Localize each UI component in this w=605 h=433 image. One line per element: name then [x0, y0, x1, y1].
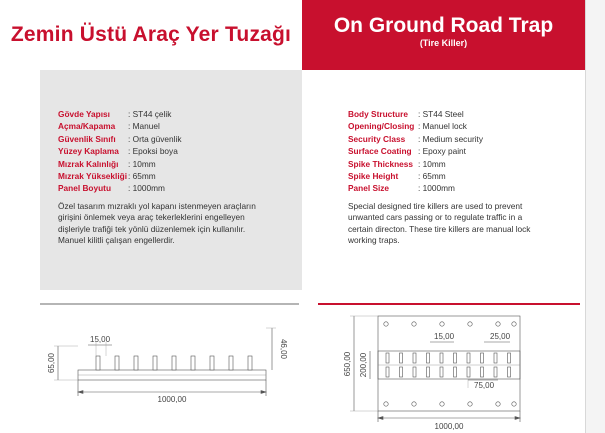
spike-slot — [454, 353, 457, 363]
spike-slot — [440, 367, 443, 377]
spec-value: : Orta güvenlik — [128, 133, 182, 144]
spike — [96, 356, 100, 370]
subtitle-english: (Tire Killer) — [419, 38, 468, 48]
description-line: girişini önlemek veya araç tekerleklerini engelleyen — [58, 212, 245, 223]
spike-slot — [494, 367, 497, 377]
dim-panel-length-top: 1000,00 — [434, 422, 464, 431]
spike — [191, 356, 195, 370]
spike-slot — [400, 353, 403, 363]
spec-value: : Epoxy paint — [418, 146, 466, 157]
spec-label: Açma/Kapama — [58, 121, 116, 132]
spike-slot — [454, 367, 457, 377]
page-edge-strip — [585, 0, 605, 433]
dim-inner-height: 200,00 — [359, 352, 368, 378]
spike — [153, 356, 157, 370]
spec-row — [58, 133, 182, 145]
spike-slot — [467, 367, 470, 377]
dim-offset: 75,00 — [474, 381, 495, 390]
spike — [229, 356, 233, 370]
spec-list-turkish — [58, 108, 182, 195]
spec-row — [348, 158, 483, 170]
spike — [210, 356, 214, 370]
spike — [134, 356, 138, 370]
spec-label: Gövde Yapısı — [58, 109, 110, 119]
spike-slot — [427, 367, 430, 377]
spec-label: Mızrak Yüksekliği — [58, 171, 128, 182]
spec-label: Panel Size — [348, 183, 390, 194]
spec-value: : 65mm — [418, 171, 446, 182]
description-line: unwanted cars passing or to regulate traffic in a — [348, 212, 523, 223]
spike-slot — [400, 367, 403, 377]
spec-row — [348, 120, 483, 132]
spike-slot — [467, 353, 470, 363]
spec-label: Opening/Closing — [348, 121, 415, 132]
spec-label: Spike Height — [348, 171, 399, 182]
spec-label: Security Class — [348, 133, 406, 144]
spike-slot — [508, 353, 511, 363]
spike-slot — [494, 353, 497, 363]
description-line: dişleriyle trafiği tek yönlü düzenlemek için kullanılır. — [58, 223, 246, 234]
spec-row — [58, 145, 182, 157]
spec-row — [348, 170, 483, 182]
title-english-banner — [302, 0, 585, 70]
spec-row — [58, 158, 182, 170]
dim-panel-height: 650,00 — [343, 351, 352, 377]
spike-slot — [481, 367, 484, 377]
spike — [115, 356, 119, 370]
spec-label: Body Structure — [348, 109, 408, 119]
spec-value: : Medium security — [418, 133, 484, 144]
panel-outline — [378, 316, 520, 411]
dim-spike-height: 46,00 — [279, 338, 288, 360]
spec-value: : ST44 Steel — [418, 109, 464, 119]
spec-label: Güvenlik Sınıfı — [58, 133, 116, 144]
spec-row — [348, 145, 483, 157]
spec-row — [58, 120, 182, 132]
spec-row — [58, 170, 182, 182]
spike — [248, 356, 252, 370]
spike-slot — [413, 367, 416, 377]
description-turkish — [58, 201, 298, 247]
dim-right-spacing: 25,00 — [490, 332, 511, 341]
spec-row — [58, 108, 182, 120]
divider-right — [318, 303, 580, 305]
description-line: Manuel kilitli çalışan engellerdir. — [58, 235, 175, 246]
divider-left — [40, 303, 299, 305]
dim-spike-spacing: 15,00 — [90, 335, 111, 344]
description-line: Özel tasarım mızraklı yol kapanı istenmeyen araçların — [58, 201, 256, 211]
spec-label: Yüzey Kaplama — [58, 146, 119, 157]
spike-slot — [481, 353, 484, 363]
dim-panel-length: 1000,00 — [157, 395, 187, 404]
spec-row — [348, 108, 483, 120]
side-view-drawing — [40, 318, 302, 433]
spec-value: : Manuel — [128, 121, 160, 132]
spec-value: : Epoksi boya — [128, 146, 178, 157]
spec-label: Mızrak Kalınlığı — [58, 158, 119, 169]
spec-value: : ST44 çelik — [128, 109, 172, 119]
spec-value: : 65mm — [128, 171, 156, 182]
spec-label: Surface Coating — [348, 146, 412, 157]
spec-value: : 1000mm — [128, 183, 165, 194]
top-view-drawing — [318, 312, 585, 433]
spike-slot — [413, 353, 416, 363]
spike — [172, 356, 176, 370]
description-english — [348, 201, 583, 247]
description-line: certain directon. These tire killers are manual lock — [348, 223, 531, 234]
dim-total-height: 65,00 — [47, 352, 56, 374]
spike-slot — [427, 353, 430, 363]
spike-slot — [508, 367, 511, 377]
spec-value: : 10mm — [128, 158, 156, 169]
spec-value: : 1000mm — [418, 183, 455, 194]
spike-slot — [386, 367, 389, 377]
spike-slot — [440, 353, 443, 363]
dim-spike-spacing-top: 15,00 — [434, 332, 455, 341]
spike-slot — [386, 353, 389, 363]
spec-value: : Manuel lock — [418, 121, 467, 132]
description-line: Special designed tire killers are used to prevent — [348, 201, 523, 211]
description-line: working traps. — [348, 235, 400, 246]
spec-value: : 10mm — [418, 158, 446, 169]
spec-label: Spike Thickness — [348, 158, 414, 169]
spec-label: Panel Boyutu — [58, 183, 112, 194]
title-turkish: Zemin Üstü Araç Yer Tuzağı — [10, 23, 292, 46]
spec-row — [348, 133, 483, 145]
title-english: On Ground Road Trap — [333, 14, 554, 37]
spec-row — [348, 182, 483, 194]
spec-row — [58, 182, 182, 194]
spec-list-english — [348, 108, 483, 195]
